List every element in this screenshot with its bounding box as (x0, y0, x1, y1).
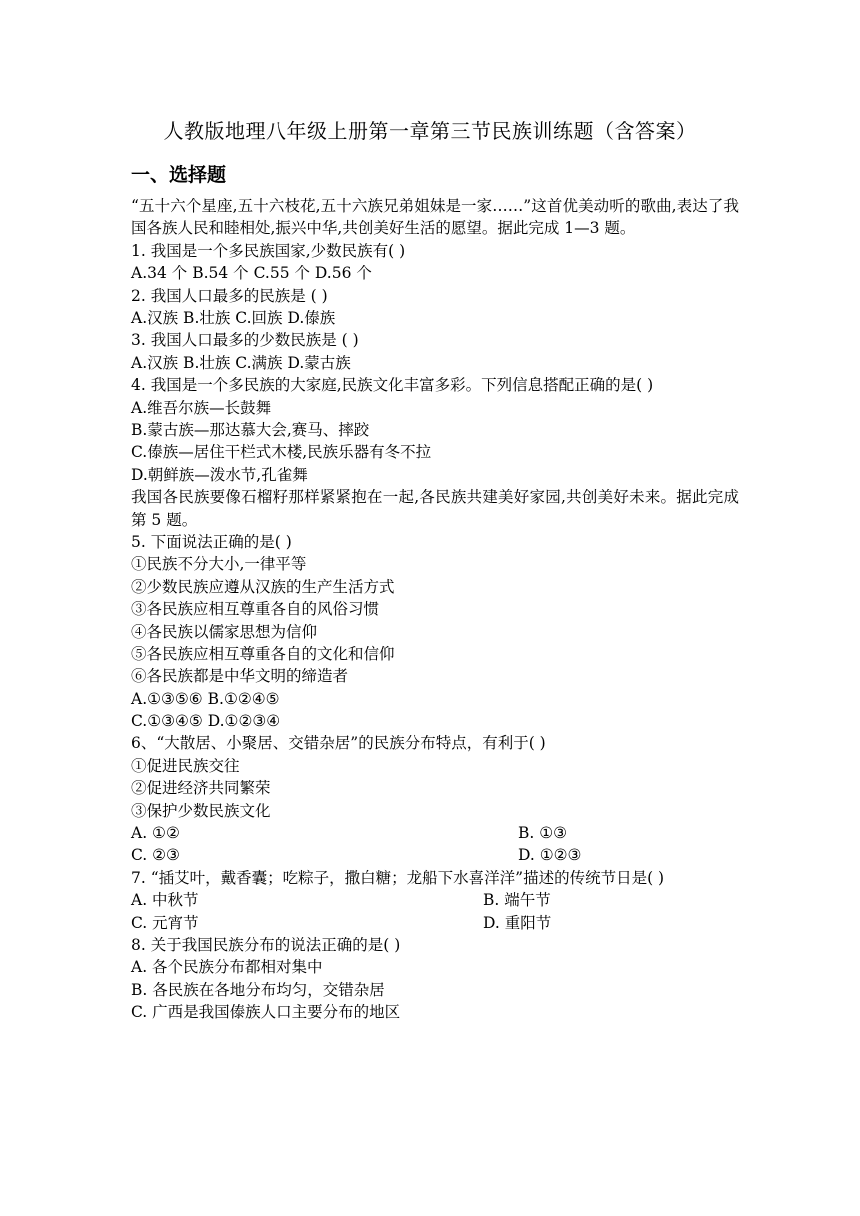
question-6-statement: ①促进民族交往 (131, 756, 240, 775)
question-6-options-row-1 (131, 822, 739, 844)
question-8-stem: 8. 关于我国民族分布的说法正确的是( ) (131, 935, 401, 954)
question-4-option-b: B.蒙古族—那达慕大会,赛马、摔跤 (131, 420, 370, 439)
question-4-stem: 4. 我国是一个多民族的大家庭,民族文化丰富多彩。下列信息搭配正确的是( ) (131, 376, 654, 395)
question-body (131, 195, 739, 1024)
question-7-option-b: B. 端午节 (483, 891, 551, 910)
question-5-options-line-1: A.①③⑤⑥ B.①②④⑤ (131, 689, 280, 708)
question-4-option-c: C.傣族—居住干栏式木楼,民族乐器有冬不拉 (131, 443, 432, 462)
question-6-statement: ③保护少数民族文化 (131, 801, 271, 820)
question-4-option-d: D.朝鲜族—泼水节,孔雀舞 (131, 465, 308, 484)
question-8-option-c: C. 广西是我国傣族人口主要分布的地区 (131, 1003, 401, 1022)
question-8-option-a: A. 各个民族分布都相对集中 (131, 958, 323, 977)
question-6-option-d: D. ①②③ (518, 846, 582, 865)
question-7-option-d: D. 重阳节 (483, 913, 552, 932)
question-7-options-row-2 (131, 912, 739, 934)
question-6-stem: 6、“大散居、小聚居、交错杂居”的民族分布特点，有利于( ) (131, 734, 546, 753)
question-6-option-b: B. ①③ (518, 824, 568, 843)
question-1-options: A.34 个 B.54 个 C.55 个 D.56 个 (131, 264, 372, 283)
question-5-statement: ⑤各民族应相互尊重各自的文化和信仰 (131, 644, 395, 663)
intro-paragraph-1: “五十六个星座,五十六枝花,五十六族兄弟姐妹是一家……”这首优美动听的歌曲,表达了我国各族人民和睦相处,振兴中华,共创美好生活的愿望。据此完成 1—3 题。 (131, 197, 739, 238)
question-5-stem: 5. 下面说法正确的是( ) (131, 532, 292, 551)
question-3-options: A.汉族 B.壮族 C.满族 D.蒙古族 (131, 353, 351, 372)
question-5-options-line-2: C.①③④⑤ D.①②③④ (131, 712, 281, 731)
question-7-option-c: C. 元宵节 (131, 913, 199, 932)
question-8-option-b: B. 各民族在各地分布均匀，交错杂居 (131, 980, 385, 999)
question-6-option-a: A. ①② (131, 824, 180, 843)
intro-paragraph-2: 我国各民族要像石榴籽那样紧紧抱在一起,各民族共建美好家园,共创美好未来。据此完成第 5 题。 (131, 488, 739, 529)
question-6-statement: ②促进经济共同繁荣 (131, 779, 271, 798)
question-6-options-row-2 (131, 844, 739, 866)
question-7-stem: 7. “插艾叶，戴香囊；吃粽子，撒白糖；龙船下水喜洋洋”描述的传统节日是( ) (131, 868, 665, 887)
question-5-statement: ⑥各民族都是中华文明的缔造者 (131, 667, 349, 686)
question-7-option-a: A. 中秋节 (131, 891, 199, 910)
question-2-stem: 2. 我国人口最多的民族是 ( ) (131, 286, 328, 305)
question-2-options: A.汉族 B.壮族 C.回族 D.傣族 (131, 308, 336, 327)
question-6-option-c: C. ②③ (131, 846, 180, 865)
question-1-stem: 1. 我国是一个多民族国家,少数民族有( ) (131, 241, 406, 260)
question-5-statement: ②少数民族应遵从汉族的生产生活方式 (131, 577, 395, 596)
question-5-statement: ④各民族以儒家思想为信仰 (131, 622, 318, 641)
document-title: 人教版地理八年级上册第一章第三节民族训练题（含答案） (163, 119, 697, 143)
question-7-options-row-1 (131, 889, 739, 911)
section-heading: 一、选择题 (131, 164, 227, 186)
question-4-option-a: A.维吾尔族—长鼓舞 (131, 398, 272, 417)
question-5-statement: ③各民族应相互尊重各自的风俗习惯 (131, 600, 380, 619)
question-5-statement: ①民族不分大小,一律平等 (131, 555, 307, 574)
question-3-stem: 3. 我国人口最多的少数民族是 ( ) (131, 331, 359, 350)
